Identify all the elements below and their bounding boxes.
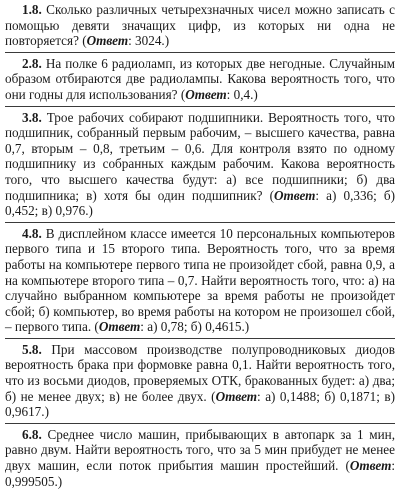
problem-text: В дисплейном классе имеется 10 персональных компьютеров первого типа и 15 второго типа. Вероятность того, что за время работы на компьютере первого типа не произойдет сбой, равна 0,9, а на компьютере второго типа – 0,7. Найти вероятность того, что: а) на случайно выбранном компьютере за время работы не произойдет сбой; б) компьютер, во время работы на котором не произошел сбой, – первого типа. ( <box>5 225 395 335</box>
problem-number: 3.8. <box>22 109 42 125</box>
problem-text: На полке 6 радиоламп, из которых две негодные. Случайным образом отбираются две радиолампы. Какова вероятность того, что они годны для использования? ( <box>5 55 395 102</box>
problem-number: 1.8. <box>22 2 42 17</box>
answer-value: : а) 0,1488; б) 0,1871; в) 0,9617.) <box>5 388 395 420</box>
problem-1-8 <box>5 2 395 49</box>
answer-label: Ответ <box>273 187 316 203</box>
answer-value: : а) 0,78; б) 0,4615.) <box>140 319 250 335</box>
problem-text: Сколько различных четырехзначных чисел можно записать с помощью девяти значащих цифр, из которых ни одна не повторяется? ( <box>5 2 395 49</box>
problem-number: 2.8. <box>22 55 42 71</box>
problem-3-8 <box>5 106 395 219</box>
problem-2-8 <box>5 52 395 103</box>
answer-label: Ответ <box>349 458 392 474</box>
answer-label: Ответ <box>185 86 227 102</box>
problem-text: При массовом производстве полупроводниковых диодов вероятность брака при формовке равна 0,1. Найти вероятность того, что из восьми диодов, проверяемых ОТК, бракованных будет: а) два; б) не менее двух; в) не более двух. ( <box>5 341 395 404</box>
answer-value: : а) 0,336; б) 0,452; в) 0,976.) <box>5 187 395 219</box>
answer-value: : 0,4.) <box>226 86 258 102</box>
problem-number: 4.8. <box>22 225 42 241</box>
answer-label: Ответ <box>86 33 129 49</box>
problem-text: Трое рабочих собирают подшипники. Вероятность того, что подшипник, собранный первым рабочим, – высшего качества, равна 0,7, вторым – 0,8, третьим – 0,6. Для контроля взято по одному подшипнику из собранных каждым рабочим. Какова вероятность того, что высшего качества будут: а) все подшипники; б) два подшипника; в) хотя бы один подшипник? ( <box>5 109 395 203</box>
problem-5-8 <box>5 338 395 420</box>
problem-4-8 <box>5 222 395 335</box>
problem-6-8 <box>5 423 395 489</box>
answer-label: Ответ <box>98 319 141 335</box>
problem-number: 6.8. <box>22 426 42 442</box>
answer-value: : 3024.) <box>128 33 170 49</box>
problem-number: 5.8. <box>22 341 42 357</box>
problem-text: Среднее число машин, прибывающих в автопарк за 1 мин, равно двум. Найти вероятность того, что за 5 мин прибудет не менее двух машин, если поток прибытия машин простейший. ( <box>5 426 395 474</box>
answer-label: Ответ <box>215 388 258 404</box>
answer-value: : 0,999505.) <box>5 458 395 489</box>
